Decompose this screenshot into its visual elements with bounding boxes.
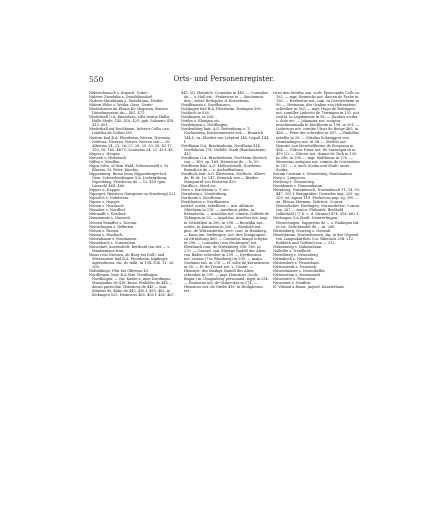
register-entry: Niessen s. Hirtzbach.: [89, 155, 128, 160]
register-entry: Nidern Wiler s. Weiler, Oase, Unter-.: [89, 103, 155, 108]
register-entry: Niederhall auf Rechbaum, Inferior Cellis can. Libritha de Gothio 503.: [89, 127, 170, 136]
register-entry: Nippenburg, Burse beim Nippenburger-hof, Gem. Schwieberdingen O.A. Ludwigsburg. Nipenburg, Friedricus de — 12. 418 (gen. Lamech) 464. 466.: [89, 171, 168, 189]
register-entry: Nuwakoch s. Nendoch.: [273, 256, 315, 261]
register-entry: Nieper s. Neuper.: [89, 151, 121, 156]
register-entry: Nipseger, Henricus (burgensis in Strasburg) 521.: [89, 192, 177, 197]
register-entry: Niderer Zwiefalta s. Zwiefaltendorf.: [89, 95, 153, 100]
register-entry: Nordenberg bair. A.G. Rottenburg a. T., Norbinberg. Kirchenmeister von — Heinrich 144 f.; ux. Eberlet von Lörprud 144. Lüpolt 144 f.: [181, 127, 269, 144]
register-entry: Niederbrunn im Elsass Kr. Hagenau, Bursen. Dieselmaussen de— 461. 471.: [89, 107, 169, 116]
register-entry: Nuwentet s. Neuffen.: [273, 281, 311, 286]
page-header: [89, 75, 359, 85]
register-entry: Nissen s. Nissbach.: [89, 232, 124, 237]
register-entry: Nuwelberg s. Neuenberg.: [273, 252, 319, 257]
register-entry: ricus den Streiba can. scolr. Episcopalis Cells ca. 162. — mgr. Heinrichs not. dacten de Teche in 190. — Herbertus not. com. in Gerolzwheim in 90. — Hermann, der Graben von Holtenstein schreiber in 302. — mgr. Hugo de Rottingen not. comiller Ludovici de Tüwingen in 152. not. civitat. in Lugdunenis in 98. — Jacobus scriba s. Sule etc. — Johannes not. scriptor merclimunitalia in Kirchheim in 198. in 301. — Ludevicus not. comitis Ulrici de Bouge 465. in 458. — Peter der schreiber in 857. — Rudolfus tabellio in 35. — Sifridus Schwiggeri von Gemundingen not. in 98. — Strebla not. Heinrici von Merebeltherne de Rosperon in 454. — Ulricus Fober not. de Sarnespurch in 459 (2). — Ulricus not. domus de Teck in 130. In 296, in 298. — mgr. Waltherus in 276. — Wernerius antiquus not. comitis de Löwenstein in 287. — s. auch Scriba und Stadt- unter Scriba.: [273, 91, 361, 172]
register-entry: Nimmaflt s. Nordsee.: [89, 212, 127, 217]
register-entry: Novburg s. Neuenburg.: [273, 180, 315, 185]
page-number: 550: [89, 75, 104, 84]
register-entry: Nuwenhauser s. Neuenkeller.: [273, 269, 326, 274]
register-entry: Nipselch s. Nofelstein.: [89, 196, 130, 201]
register-entry: Nydern-Steinbrunn s. Steinbrunn, Nieder.: [89, 99, 164, 104]
register-entry: Nordeingen s. Nördlingen.: [181, 123, 229, 128]
register-entry: Northeim s. Nordheim.: [181, 196, 223, 201]
register-entry: Nürnberg, Nuremberch, Nuremberch 11, 14, 93. 447. 505 f. Burggrafen: Conradus imp. 255. sg. 300; ux. Agnes 119. Fridericus imp. sg. 19f. — ux. Elenar, Herman, Viderich, Courat; Hohenlöcher, Herlingen; Nurmirdetter; Conrat (ux. 267 — senior. Philosteli, Berthold (Albertabl.) (? K. c. d. Strasse) 474. 504. 662 f.: [273, 188, 361, 217]
register-entry: Nessen Sanaffer s. Noeum.: [89, 220, 138, 225]
register-entry: Nova s. Lampscus.: [273, 175, 307, 180]
column-middle: [181, 91, 269, 293]
register-entry: Nunnbaum s. Nunnenbaum.: [273, 184, 324, 189]
register-entry: Nissen s. Nissen.: [89, 228, 120, 233]
register-entry: Norinberg s. Nordenburg.: [181, 192, 228, 197]
register-entry: Nulbolte s. Nendhorf.: [273, 248, 312, 253]
register-entry: Nipser s. Nepper.: [89, 200, 121, 205]
register-entry: Nuwenwerk s. Neuwerk.: [273, 265, 317, 270]
register-entry: Nürtingen O.A.Stadt. Neuwertingen, Nuwertingen, Suppertus de — s. Endingen bsl. et ctc. Zelschraufer de — in. 249.: [273, 216, 360, 229]
register-entry: Nissenbaum s. Neuhausen.: [89, 236, 138, 241]
register-entry: Nüwenburg. Nuweng s. Neuenb.: [273, 228, 332, 233]
register-entry: Nipper s. Nepper.: [89, 188, 121, 193]
register-entry: Nissenbach s. Nonnestein.: [89, 240, 137, 245]
register-entry: Norttlassen s. Nordhausen.: [181, 200, 230, 205]
register-entry: notaril, scribe, tabellions — mit. albim in Ofenheim in 276. — Anselmus plebn. in Bebenheim. — Arnoldus not. comitis Gotfridi de Tübingen in 92. — Arnoldus, Arnoltus not. imp. in Zwiefalten in 280. in 298. — Beneldia not., scribe, in Kamiertia in 206. — Berthold not. pinc. de Wittenstetten, rect. cont. in Hamberg. — Kuno um. Surburgen, not. due Dompropste zu Strassburg 469. — Conradus Imaga scriptor in 296. — Conradus (von Neckingen) not. Eberhardi com. de Wirtenberg 508. 565. in 270. — Conrad, can. Marage Rudolf des Alten von Baden schreiber in 299. — Dyethermus not. civium (? in Würzburg) in 299. — magn. Gerlanos not. in 276. — H. solte de Kernenstein in 90. — H. de Treuer not. s. Chonn. — Heinrich, des Markgr. Rudolf des Alten, schreiber in 299. — mgr. Heinricus (scolr. Bognr.) in Clingenberg personand, regis in 254. — Heinricus not. de Grünecker in 374. — Heinricus not. de Grnbe 418. in Heiligbronn ret.: [181, 204, 270, 294]
register-entry: Noehn o. Ehingen etc.: [181, 119, 221, 124]
register-entry: Niessstatt, unermittelt. Berthold von der — s. Mindermann frau.: [89, 244, 171, 253]
register-entry: Nottingen bad B.A. Pforzheim, Netingen 596.: [181, 107, 262, 112]
running-title: Orts- und Personenregister.: [173, 75, 275, 83]
register-entry: Niemmwatt s. Nunweil.: [89, 216, 131, 221]
register-entry: Nuwendere s. Neuenbarn.: [273, 260, 320, 265]
register-entry: Nigra Silva, of dem Wald, Schwarzwald s. St. Blasien, St. Peter, Kniebis.: [89, 163, 170, 172]
register-entry: Nore s. Kirchheim u. T. etc.: [181, 188, 230, 193]
register-entry: Nordingen, in 538.: [181, 115, 215, 120]
register-entry: Niffen s. Neuffen.: [89, 159, 121, 164]
register-entry: Niefern bad B.A. Pforzheim, Nivren, Nivernia, Nehlosa, Niveren, Neiver. Nerron can — 26. Albertus 24, 25, 26, 27, 28. 29. 30. 28, 43 17, 150. 16. 160. 467 f. Conradus 24, 25. 43 f. 48.: [89, 135, 174, 152]
register-entry: Nottloch in 538.: [181, 111, 210, 116]
column-left: [89, 91, 177, 297]
register-entry: Niwenbrunn, Niwersbrunen, stq, in der Gegend von Langenbarthen O.A. Biberach 294. 212. Bohbeth und Gotfried von — 312.: [273, 232, 359, 245]
register-entry: Nidhildinge, Ffar bei Offersen 43.: [89, 269, 150, 274]
register-entry: Niderschonach s. Kunach, Unter-.: [89, 91, 150, 95]
register-entry: Nissen s. Nussbach.: [89, 204, 125, 209]
register-entry: N. Virland a Roma, pnjeed. Kanslerhaus.: [273, 285, 346, 290]
register-entry: Nieverlingen s. Nifferten.: [89, 224, 135, 229]
register-entry: Nordholz bair. A.G. Illertissen, Northolz. Albert de, Et dr. 1a. 147. Heinrich von — Bruder. Marquartd von Erolstein 420.: [181, 171, 265, 185]
register-entry: Nordlin s. Mord etc.: [181, 184, 217, 189]
register-entry: Nuwenriet s. Neuenstat.: [273, 277, 317, 282]
register-entry: Nordheim bair. A.G. Mellrichstadt, Northeim. Benedicte de — s. Aschaffenburg.: [181, 163, 262, 172]
register-entry: Niederhall O.A. Künzelsau, villa Irratio Hallis, Halle Strife. 145. 418. 425. gab. Salzaurc 418. 415. 601.: [89, 115, 175, 128]
register-entry: Nisas (von Niessen, ob Burg bei Döll), and Wiesenstein bad B.A. Pforzheim, Kipfinger Agriculturus. dic. de milit. in 154. 504. 11. 26. 306.: [89, 252, 175, 270]
register-entry: Nördlingen, bair. B.A.Stat. Nordlingen, Nordlingen. — chr. Kadre a. mier Kreifingas. Marquadus de 418. Kuno, Rudolfus de 445 — decan parrochie. Heinricus de 445 — min. Sibritus ds. Kuko de 445. 456 f. 459. 465. in Eickingen 525. Heinricus 465. 456 f. 455. 467.: [89, 273, 175, 298]
register-entry: Nukensseig s. Nukensheim.: [273, 244, 323, 249]
column-right: [273, 91, 361, 289]
register-entry: Nordhaim O.A. Brackenheim, Nordheim 414. Nortlsheim 174. Vorbild. Stadt (Brackenheim) 415.: [181, 143, 266, 156]
register-entry: Nordhausen s. Nordhausen.: [181, 103, 231, 108]
register-entry: Nuwenstein s. Neuenstadt.: [273, 273, 322, 278]
register-entry: Nissaher s. Nordhof.: [89, 208, 126, 213]
register-entry: 445. (6). Heinrich, Ccuradus in 445. — Conradus de — s. Hall etc.; Fridericus ie — Sinctemnis dric.; miser Heliopolis d. Rosenheim.: [181, 91, 268, 104]
register-entry: Nordheim O.A. Brackenheim, Northeim Dietrich von — 169. ep. 169. Heinricus de — ls. 59.: [181, 155, 267, 164]
register-entry: Notum Castrum s. Neuenbürg; Neufchateau.: [273, 171, 353, 176]
